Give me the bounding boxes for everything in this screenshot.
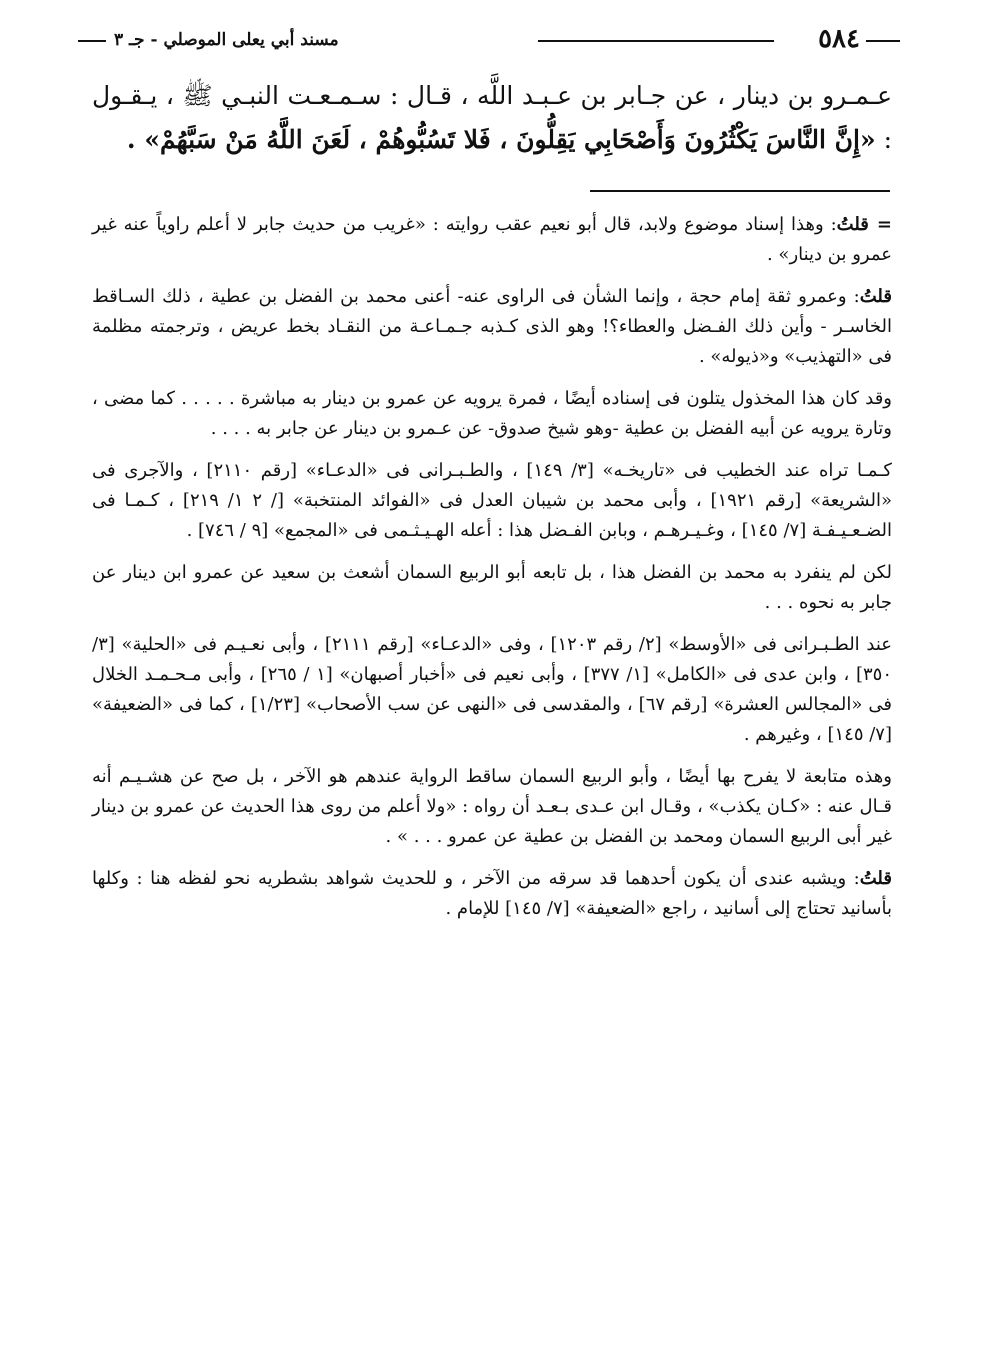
footnote-divider <box>590 190 890 192</box>
note-text: : وهذا إسناد موضوع ولابد، قال أبو نعيم عقب روايته : «غريب من حديث جابر لا أعلم راوياً عنه غير عمرو بن دينار» . <box>92 214 892 265</box>
note-paragraph <box>92 384 892 444</box>
note-paragraph <box>92 864 892 924</box>
note-paragraph <box>92 762 892 852</box>
note-lead: قلتُ <box>859 868 892 889</box>
note-paragraph <box>92 456 892 546</box>
note-paragraph <box>92 210 892 270</box>
header-rule <box>78 40 106 42</box>
note-text: وقد كان هذا المخذول يتلون فى إسناده أيضًا ، فمرة يرويه عن عمرو بن دينار به مباشرة . . . . . كما مضى ، وتارة يرويه عن أبيه الفضل بن عطية -وهو شيخ صدوق- عن عـمرو بن دينار عن جابر به . . . . <box>92 388 892 439</box>
hadith-quote: «إِنَّ النَّاسَ يَكْثُرُونَ وَأَصْحَابِي يَقِلُّونَ ، فَلا تَسُبُّوهُمْ ، لَعَنَ اللَّهُ مَنْ سَبَّهُمْ» . <box>126 125 876 154</box>
note-lead: قلتُ <box>836 214 869 235</box>
note-text: عند الطـبـرانى فى «الأوسط» [٢/ رقم ١٢٠٣] ، وفى «الدعـاء» [رقم ٢١١١] ، وأبى نعـيـم فى «الحلية» [٣/ ٣٥٠] ، وابن عدى فى «الكامل» [١/ ٣٧٧] ، وأبى نعيم فى «أخبار أصبهان» [١ / ٢٦٥] ، وأبى مـحـمـد الخلال فى «المجالس العشرة» [رقم ٦٧] ، والمقدسى فى «النهى عن سب الأصحاب» [١/٢٣] ، كما فى «الضعيفة» [٧/ ١٤٥] ، وغيرهم . <box>92 634 892 745</box>
note-paragraph <box>92 630 892 750</box>
header-rule <box>866 40 900 42</box>
note-text: لكن لم ينفرد به محمد بن الفضل هذا ، بل تابعه أبو الربيع السمان أشعث بن سعيد عن عمرو ابن دينار عن جابر به نحوه . . . <box>92 562 892 613</box>
note-paragraph <box>92 282 892 372</box>
note-paragraph <box>92 558 892 618</box>
continuation-marker: = <box>876 214 892 235</box>
page-number: ٥٨٤ <box>818 24 860 54</box>
hadith-chain: عـمـرو بن دينار ، عن جـابر بن عـبـد اللَّه ، قـال : سـمـعـت النبـي ﷺ ، يـقـول : <box>92 81 892 154</box>
note-text: وهذه متابعة لا يفرح بها أيضًا ، وأبو الربيع السمان ساقط الرواية عندهم هو الآخر ، بل صح عن هشـيـم أنه قـال عنه : «كـان يكذب» ، وقـال ابن عـدى بـعـد أن رواه : «ولا أعلم من روى هذا الحديث عن عمرو بن دينار غير أبى الربيع السمان ومحمد بن الفضل بن عطية عن عمرو . . . » . <box>92 766 892 847</box>
note-text: كـمـا تراه عند الخطيب فى «تاريخـه» [٣/ ١٤٩] ، والطـبـرانى فى «الدعـاء» [رقم ٢١١٠] ، والآجرى فى «الشريعة» [رقم ١٩٢١] ، وأبى محمد بن شيبان العدل فى «الفوائد المنتخبة» [/ ٢ ١/ ٢١٩] ، كـمـا فى الضـعـيـفـة [٧/ ١٤٥] ، وغـيـرهـم ، وبابن الفـضل هذا : أعله الهـيـثـمى فى «المجمع» [٩ / ٧٤٦] . <box>92 460 893 541</box>
header-rule <box>538 40 774 42</box>
running-header <box>78 22 900 54</box>
hadith-text <box>92 74 892 162</box>
book-title: مسند أبي يعلى الموصلي - جـ ٣ <box>114 30 339 50</box>
note-lead: قلتُ <box>859 286 892 307</box>
commentary-notes <box>92 210 892 936</box>
note-text: : وعمرو ثقة إمام حجة ، وإنما الشأن فى الراوى عنه- أعنى محمد بن الفضل بن عطية ، ذلك السـاقط الخاسـر - وأين ذلك الفـضل والعطاء؟! وهو الذى كـذبه جـمـاعـة من النقـاد بخط عريض ، وترجمته مظلمة فى «التهذيب» و«ذيوله» . <box>92 286 892 367</box>
note-text: : ويشبه عندى أن يكون أحدهما قد سرقه من الآخر ، و للحديث شواهد بشطريه نحو لفظه هنا : وكلها بأسانيد تحتاج إلى أسانيد ، راجع «الضعيفة» [٧/ ١٤٥] للإمام . <box>92 868 892 919</box>
